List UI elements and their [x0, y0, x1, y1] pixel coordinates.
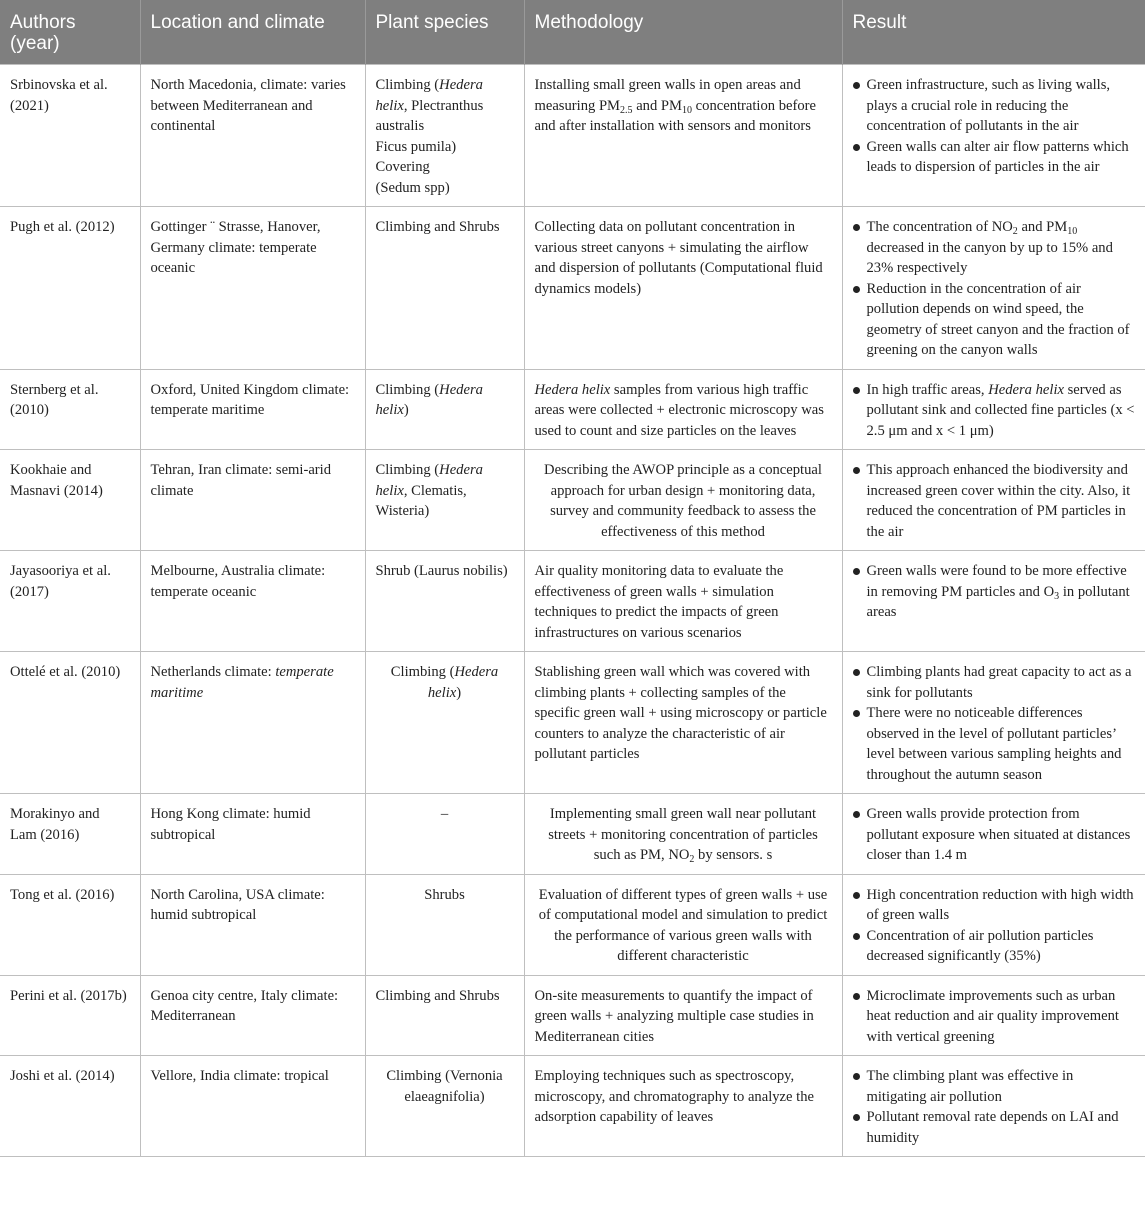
cell-methodology: [524, 450, 842, 551]
italic-text: Hedera helix: [375, 77, 483, 114]
bullet-text: [867, 75, 1136, 137]
bullet-text: [867, 380, 1136, 442]
text-run: concentration before and after installation with sensors and monitors: [534, 97, 816, 134]
cell-location: North Carolina, USA climate: humid subtropical: [140, 874, 365, 975]
text-run: Concentration of air pollution particles decreased significantly (35%): [866, 927, 1094, 964]
cell-author: Ottelé et al. (2010): [0, 652, 140, 794]
text-run: (Sedum spp): [375, 179, 450, 196]
cell-result: [842, 874, 1145, 975]
text-run: Evaluation of different types of green walls + use of computational model and simulation to predict the performance of various green walls with different characteristic: [538, 886, 828, 964]
cell-result: [842, 65, 1145, 207]
cell-location: Tehran, Iran climate: semi-arid climate: [140, 450, 365, 551]
result-bullet: [853, 75, 1136, 137]
text-run: Covering: [375, 159, 430, 175]
cell-author: Jayasooriya et al. (2017): [0, 551, 140, 652]
text-run: Netherlands climate:: [150, 664, 276, 680]
bullet-dot-icon: [853, 811, 860, 818]
cell-location: Gottinger ¨ Strasse, Hanover, Germany climate: temperate oceanic: [140, 207, 365, 370]
cell-result: [842, 1056, 1145, 1157]
text-run: Green infrastructure, such as living walls, plays a crucial role in reducing the concentration of pollutants in the air: [866, 77, 1111, 134]
text-run: Green walls can alter air flow patterns which leads to dispersion of particles in the air: [866, 138, 1129, 175]
text-run: –: [440, 806, 449, 822]
text-run: ): [403, 402, 409, 418]
italic-text: Hedera helix: [534, 381, 611, 398]
bullet-dot-icon: [853, 669, 860, 676]
subscript: 3: [1054, 590, 1060, 602]
cell-author: Perini et al. (2017b): [0, 975, 140, 1056]
cell-species: [365, 207, 524, 370]
bullet-dot-icon: [853, 993, 860, 1000]
table-row: [0, 1056, 1145, 1157]
bullet-text: [867, 137, 1136, 178]
cell-methodology: [524, 1056, 842, 1157]
bullet-dot-icon: [853, 1114, 860, 1121]
text-run: and PM: [632, 97, 683, 114]
cell-species: [365, 551, 524, 652]
cell-location: Vellore, India climate: tropical: [140, 1056, 365, 1157]
text-run: by sensors. s: [694, 847, 773, 863]
table-row: [0, 369, 1145, 450]
cell-species: [365, 450, 524, 551]
bullet-dot-icon: [853, 892, 860, 899]
text-run: Microclimate improvements such as urban heat reduction and air quality improvement with vertical greening: [866, 987, 1119, 1045]
cell-author: Srbinovska et al. (2021): [0, 65, 140, 207]
result-bullet: [853, 137, 1136, 178]
text-run: High concentration reduction with high width of green walls: [866, 886, 1134, 923]
cell-author: Pugh et al. (2012): [0, 207, 140, 370]
header-methodology: Methodology: [524, 0, 842, 65]
header-row: [0, 0, 1145, 65]
subscript: 2.5: [620, 104, 633, 116]
header-authors: Authors (year): [0, 0, 140, 65]
bullet-text: [867, 804, 1136, 866]
text-run: Climbing (: [390, 664, 455, 680]
text-run: Climbing plants had great capacity to act as a sink for pollutants: [866, 664, 1132, 701]
cell-author: Kookhaie and Masnavi (2014): [0, 450, 140, 551]
cell-methodology: [524, 975, 842, 1056]
cell-methodology: [524, 369, 842, 450]
cell-species: [365, 65, 524, 207]
text-run: Implementing small green wall near pollutant streets + monitoring concentration of particles such as PM, NO: [548, 806, 818, 863]
result-bullet: [853, 380, 1136, 442]
bullet-text: [867, 561, 1136, 623]
result-bullet: [853, 561, 1136, 623]
bullet-text: [867, 460, 1136, 542]
text-run: There were no noticeable differences observed in the level of pollutant particles’ level between various sampling heights and throughout the autumn season: [866, 705, 1122, 783]
text-run: Pollutant removal rate depends on LAI and humidity: [866, 1109, 1119, 1146]
text-run: Green walls were found to be more effective in removing PM particles and O: [866, 563, 1127, 600]
result-bullet: [853, 986, 1136, 1048]
bullet-dot-icon: [853, 710, 860, 717]
header-result: Result: [842, 0, 1145, 65]
table-row: [0, 207, 1145, 370]
result-bullet: [853, 885, 1136, 926]
cell-species: [365, 369, 524, 450]
bullet-text: [867, 1066, 1136, 1107]
bullet-text: [867, 662, 1136, 703]
table-row: [0, 874, 1145, 975]
bullet-text: [867, 926, 1136, 967]
bullet-text: [867, 986, 1136, 1048]
italic-text: Hedera helix: [375, 381, 483, 418]
cell-methodology: [524, 874, 842, 975]
text-run: Installing small green walls in open areas and measuring PM: [534, 77, 801, 114]
result-bullet: [853, 926, 1136, 967]
table-row: [0, 551, 1145, 652]
italic-text: Hedera helix: [427, 664, 499, 701]
result-bullet: [853, 804, 1136, 866]
result-bullet: [853, 662, 1136, 703]
bullet-dot-icon: [853, 286, 860, 293]
text-run: served as pollutant sink and collected fine particles (x < 2.5 μm and x < 1 μm): [866, 381, 1135, 439]
text-run: In high traffic areas,: [866, 381, 989, 398]
header-species: Plant species: [365, 0, 524, 65]
bullet-dot-icon: [853, 467, 860, 474]
cell-methodology: [524, 65, 842, 207]
text-run: Collecting data on pollutant concentration in various street canyons + simulating the airflow and dispersion of pollutants (Computational fluid dynamics models): [534, 219, 823, 297]
bullet-dot-icon: [853, 224, 860, 231]
bullet-dot-icon: [853, 387, 860, 394]
result-bullet: [853, 279, 1136, 361]
text-run: and PM: [1017, 219, 1068, 235]
table-row: [0, 450, 1145, 551]
text-run: Shrubs: [424, 886, 465, 903]
subscript: 2: [689, 854, 695, 865]
text-run: Climbing and Shrubs: [375, 219, 500, 235]
text-run: This approach enhanced the biodiversity and increased green cover within the city. Also, it reduced the concentration of PM particles in the air: [866, 462, 1131, 540]
text-run: Ficus pumila): [375, 138, 457, 155]
text-run: Climbing (: [375, 77, 440, 93]
cell-result: [842, 450, 1145, 551]
bullet-text: [867, 703, 1136, 785]
cell-species: [365, 652, 524, 794]
cell-location: Hong Kong climate: humid subtropical: [140, 794, 365, 875]
text-run: samples from various high traffic areas were collected + electronic microscopy was used to count and size particles on the leaves: [534, 381, 824, 439]
result-bullet: [853, 1107, 1136, 1148]
bullet-text: [867, 1107, 1136, 1148]
cell-methodology: [524, 652, 842, 794]
text-run: ): [456, 684, 462, 701]
cell-methodology: [524, 794, 842, 875]
result-bullet: [853, 460, 1136, 542]
cell-location: Genoa city centre, Italy climate: Mediterranean: [140, 975, 365, 1056]
bullet-dot-icon: [853, 1073, 860, 1080]
cell-methodology: [524, 207, 842, 370]
text-run: Employing techniques such as spectroscopy, microscopy, and chromatography to analyze the adsorption capability of leaves: [534, 1068, 814, 1125]
cell-result: [842, 975, 1145, 1056]
result-bullet: [853, 217, 1136, 279]
cell-author: Morakinyo and Lam (2016): [0, 794, 140, 875]
bullet-text: [867, 217, 1136, 279]
italic-text: temperate maritime: [150, 664, 334, 701]
text-run: Green walls provide protection from pollutant exposure when situated at distances closer than 1.4 m: [866, 806, 1131, 863]
subscript: 2: [1012, 226, 1018, 237]
bullet-text: [867, 279, 1136, 361]
cell-location: [140, 652, 365, 794]
cell-author: Sternberg et al. (2010): [0, 369, 140, 450]
subscript: 10: [682, 104, 693, 116]
bullet-dot-icon: [853, 933, 860, 940]
table-row: [0, 65, 1145, 207]
cell-result: [842, 207, 1145, 370]
cell-species: [365, 794, 524, 875]
text-run: On-site measurements to quantify the impact of green walls + analyzing multiple case studies in Mediterranean cities: [534, 987, 814, 1045]
bullet-dot-icon: [853, 568, 860, 575]
text-run: Climbing and Shrubs: [375, 987, 500, 1004]
text-run: The climbing plant was effective in mitigating air pollution: [866, 1068, 1074, 1105]
table-row: [0, 975, 1145, 1056]
text-run: Describing the AWOP principle as a conceptual approach for urban design + monitoring data, survey and community feedback to assess the effectiveness of this method: [544, 462, 822, 540]
text-run: Climbing (Vernonia elaeagnifolia): [386, 1068, 503, 1105]
header-location: Location and climate: [140, 0, 365, 65]
cell-location: North Macedonia, climate: varies between Mediterranean and continental: [140, 65, 365, 207]
text-run: , Plectranthus australis: [375, 97, 484, 134]
result-bullet: [853, 1066, 1136, 1107]
text-run: Shrub (Laurus nobilis): [375, 563, 508, 579]
text-run: , Clematis, Wisteria): [375, 482, 467, 519]
bullet-dot-icon: [853, 82, 860, 89]
table-body: [0, 65, 1145, 1157]
bullet-dot-icon: [853, 144, 860, 151]
text-run: Climbing (: [375, 381, 440, 398]
cell-species: [365, 1056, 524, 1157]
cell-location: Melbourne, Australia climate: temperate oceanic: [140, 551, 365, 652]
italic-text: Hedera helix: [375, 462, 483, 499]
text-run: Reduction in the concentration of air pollution depends on wind speed, the geometry of street canyon and the fraction of greening on the canyon walls: [866, 280, 1130, 358]
cell-result: [842, 652, 1145, 794]
cell-author: Tong et al. (2016): [0, 874, 140, 975]
cell-result: [842, 551, 1145, 652]
table-row: [0, 794, 1145, 875]
cell-result: [842, 794, 1145, 875]
cell-location: Oxford, United Kingdom climate: temperate maritime: [140, 369, 365, 450]
cell-result: [842, 369, 1145, 450]
result-bullet: [853, 703, 1136, 785]
bullet-text: [867, 885, 1136, 926]
cell-methodology: [524, 551, 842, 652]
text-run: Air quality monitoring data to evaluate the effectiveness of green walls + simulation techniques to predict the impacts of green infrastructures on various scenarios: [534, 563, 784, 641]
cell-author: Joshi et al. (2014): [0, 1056, 140, 1157]
italic-text: Hedera helix: [988, 381, 1064, 398]
subscript: 10: [1067, 226, 1078, 237]
text-run: Climbing (: [375, 462, 440, 478]
text-run: decreased in the canyon by up to 15% and 23% respectively: [866, 239, 1113, 276]
table-header: [0, 0, 1145, 65]
cell-species: [365, 874, 524, 975]
text-run: in pollutant areas: [866, 583, 1130, 620]
table-row: [0, 652, 1145, 794]
cell-species: [365, 975, 524, 1056]
text-run: Stablishing green wall which was covered with climbing plants + collecting samples of the specific green wall + using microscopy or particle counters to analyze the characteristic of air pollutant particles: [534, 664, 827, 762]
text-run: The concentration of NO: [866, 219, 1013, 235]
